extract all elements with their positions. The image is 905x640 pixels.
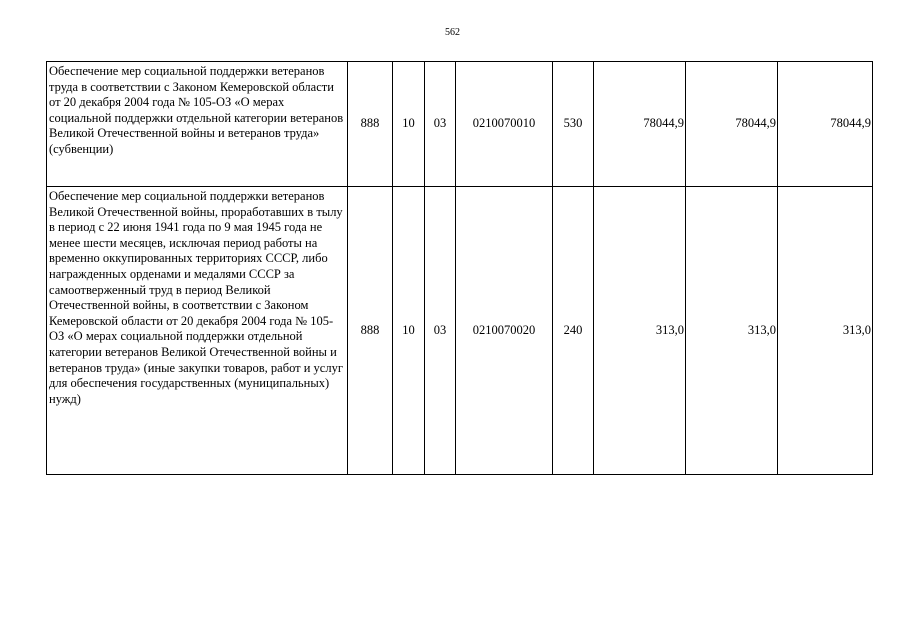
page-number: 562 (445, 27, 460, 38)
table-row (47, 62, 873, 187)
amount-cell-2: 78044,9 (686, 62, 778, 187)
expense-name-cell: Обеспечение мер социальной поддержки ветеранов Великой Отечественной войны, проработавших в тылу в период с 22 июня 1941 года по 9 мая 1945 года не менее шести месяцев, исключая период работы на временно оккупированных территориях СССР, либо награжденных орденами и медалями СССР за самоотверженный труд в период Великой Отечественной войны, в соответствии с Законом Кемеровской области от 20 декабря 2004 года № 105-ОЗ «О мерах социальной поддержки отдельной категории ветеранов Великой Отечественной войны и ветеранов труда» (иные закупки товаров, работ и услуг для обеспечения государственных (муниципальных) нужд) (47, 187, 348, 475)
expense-type-cell: 530 (553, 62, 594, 187)
target-article-cell: 0210070020 (456, 187, 553, 475)
expense-name-cell: Обеспечение мер социальной поддержки ветеранов труда в соответствии с Законом Кемеровской области от 20 декабря 2004 года № 105-ОЗ «О мерах социальной поддержки отдельной категории ветеранов Великой Отечественной войны и ветеранов труда» (субвенции) (47, 62, 348, 187)
grbs-code-cell: 888 (348, 187, 393, 475)
expense-type-cell: 240 (553, 187, 594, 475)
subsection-code-cell: 03 (425, 187, 456, 475)
amount-cell-1: 313,0 (594, 187, 686, 475)
amount-cell-3: 78044,9 (778, 62, 873, 187)
section-code-cell: 10 (393, 62, 425, 187)
table-row (47, 187, 873, 475)
amount-cell-1: 78044,9 (594, 62, 686, 187)
subsection-code-cell: 03 (425, 62, 456, 187)
section-code-cell: 10 (393, 187, 425, 475)
amount-cell-2: 313,0 (686, 187, 778, 475)
target-article-cell: 0210070010 (456, 62, 553, 187)
budget-table (46, 61, 873, 475)
grbs-code-cell: 888 (348, 62, 393, 187)
amount-cell-3: 313,0 (778, 187, 873, 475)
